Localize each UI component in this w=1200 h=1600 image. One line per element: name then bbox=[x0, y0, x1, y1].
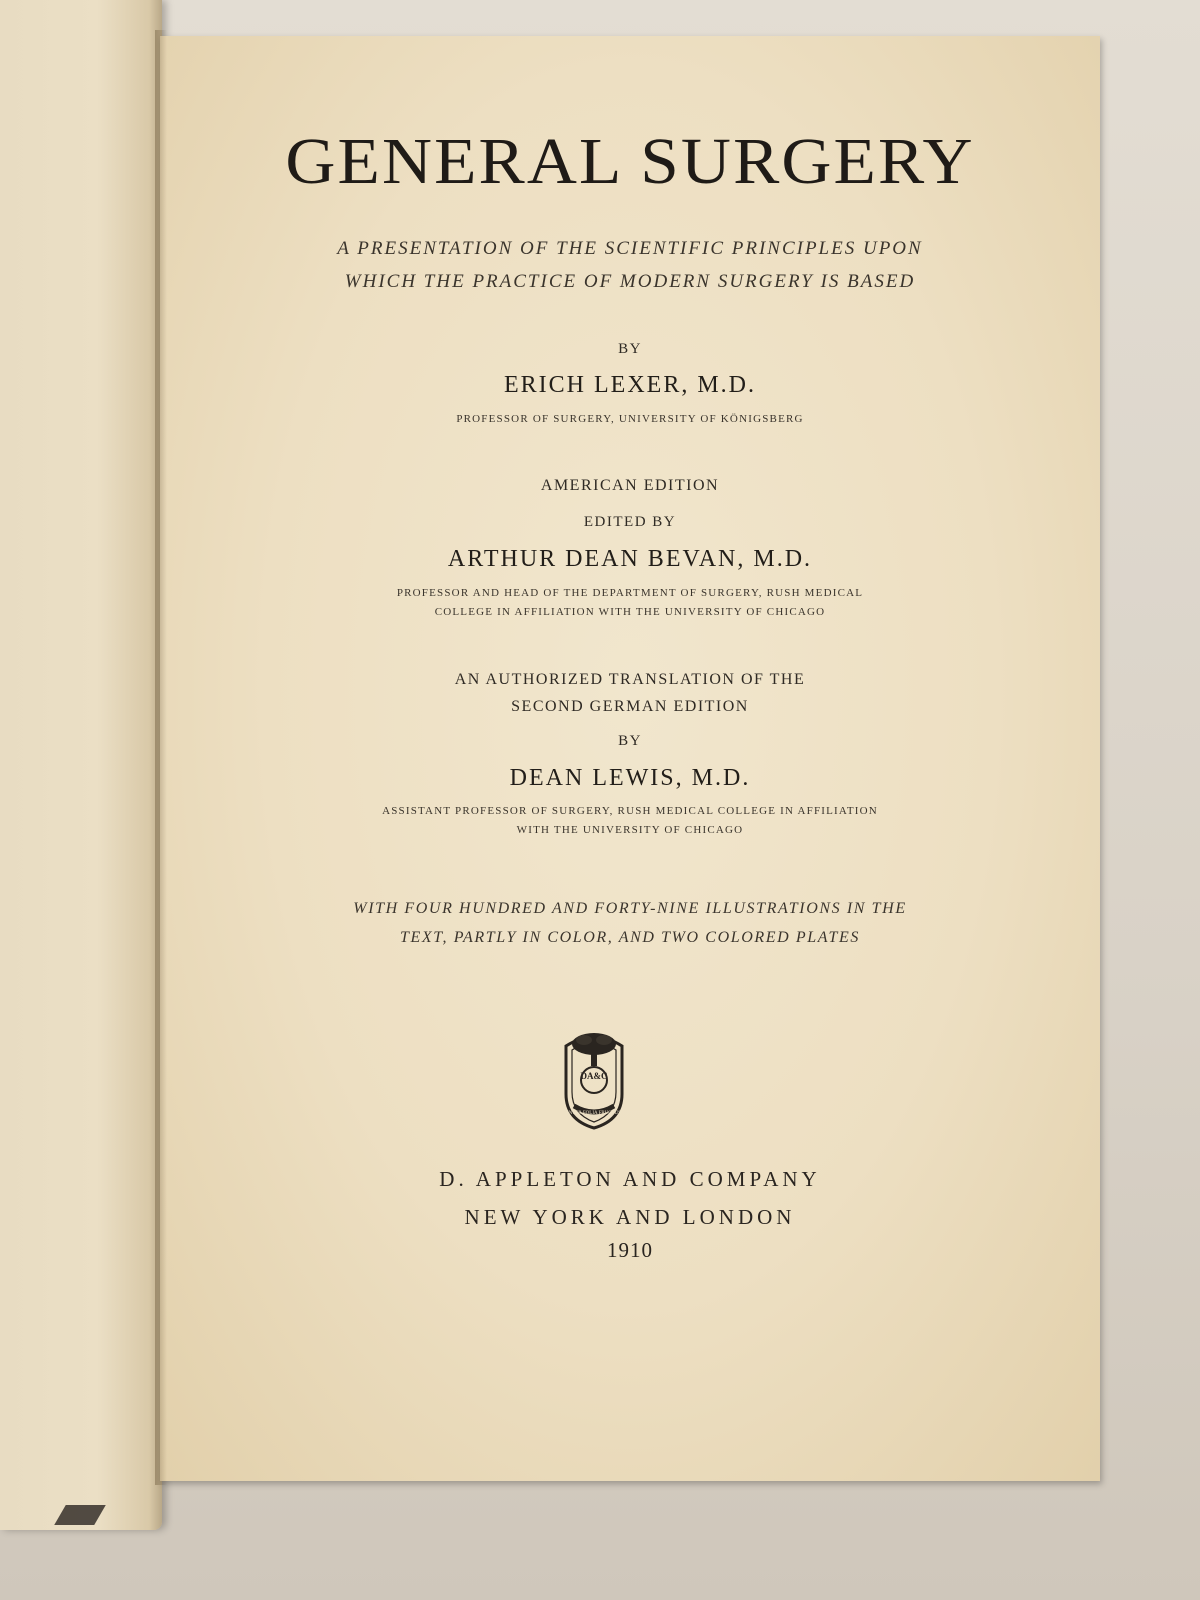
author-affiliation: PROFESSOR OF SURGERY, UNIVERSITY OF KÖNIGSBERG bbox=[456, 413, 804, 425]
publisher-name: D. APPLETON AND COMPANY bbox=[439, 1167, 821, 1191]
translator-affiliation-line-1: ASSISTANT PROFESSOR OF SURGERY, RUSH MEDICAL COLLEGE IN AFFILIATION bbox=[382, 805, 878, 817]
editor-affiliation-line-2: COLLEGE IN AFFILIATION WITH THE UNIVERSITY OF CHICAGO bbox=[434, 606, 826, 618]
edited-by: EDITED BY bbox=[583, 514, 677, 530]
subtitle-line-2: WHICH THE PRACTICE OF MODERN SURGERY IS BASED bbox=[344, 271, 916, 292]
gutter-shadow bbox=[155, 30, 167, 1485]
translator-affiliation-line-2: WITH THE UNIVERSITY OF CHICAGO bbox=[516, 824, 744, 836]
publisher-block bbox=[160, 1160, 1100, 1236]
book-subtitle bbox=[220, 232, 1040, 298]
edition-label: AMERICAN EDITION bbox=[540, 477, 720, 494]
illustrations-note bbox=[160, 894, 1100, 952]
subtitle-line-1: A PRESENTATION OF THE SCIENTIFIC PRINCIPLES UPON bbox=[337, 238, 923, 259]
author-name: ERICH LEXER, M.D. bbox=[504, 372, 756, 398]
publication-year: 1910 bbox=[607, 1238, 653, 1262]
left-page bbox=[0, 0, 162, 1530]
book-title: GENERAL SURGERY bbox=[285, 125, 975, 198]
translation-line-1: AN AUTHORIZED TRANSLATION OF THE bbox=[454, 671, 806, 688]
publisher-location: NEW YORK AND LONDON bbox=[464, 1205, 796, 1229]
author-by: BY bbox=[618, 341, 642, 357]
publisher-emblem-icon bbox=[554, 1024, 634, 1132]
translator-name: DEAN LEWIS, M.D. bbox=[509, 765, 751, 791]
illustrations-line-1: WITH FOUR HUNDRED AND FORTY-NINE ILLUSTRATIONS IN THE bbox=[353, 900, 907, 917]
translator-affiliation bbox=[160, 802, 1100, 840]
editor-affiliation bbox=[160, 584, 1100, 622]
illustrations-line-2: TEXT, PARTLY IN COLOR, AND TWO COLORED PLATES bbox=[399, 929, 861, 946]
translator-by: BY bbox=[618, 733, 642, 749]
translation-line-2: SECOND GERMAN EDITION bbox=[511, 698, 749, 715]
translation-note bbox=[160, 666, 1100, 720]
emblem-motto: INTER FOLIA FRUCTUS bbox=[566, 1111, 622, 1116]
title-page bbox=[160, 36, 1100, 1481]
editor-name: ARTHUR DEAN BEVAN, M.D. bbox=[447, 546, 813, 572]
emblem-monogram: DA&C bbox=[580, 1071, 608, 1081]
editor-affiliation-line-1: PROFESSOR AND HEAD OF THE DEPARTMENT OF SURGERY, RUSH MEDICAL bbox=[396, 587, 864, 599]
